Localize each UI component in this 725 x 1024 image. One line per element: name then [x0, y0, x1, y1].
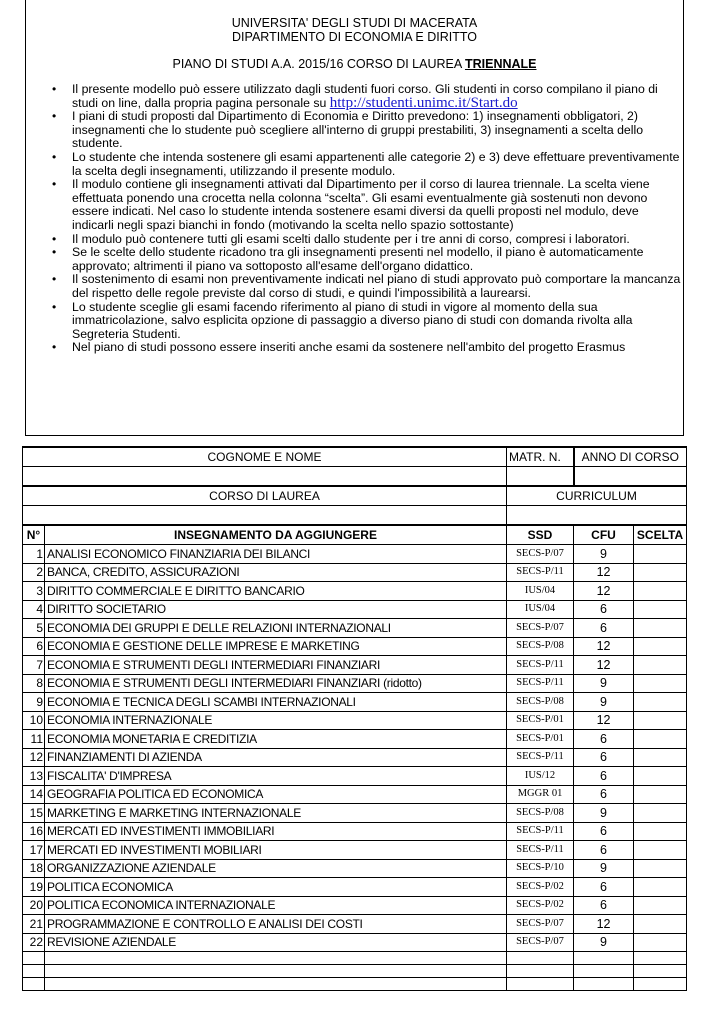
course-cfu: 12	[574, 656, 634, 675]
course-cfu: 12	[574, 915, 634, 934]
university-name: UNIVERSITA' DEGLI STUDI DI MACERATA	[231, 16, 478, 30]
course-ssd: SECS-P/08	[507, 637, 574, 656]
course-name: POLITICA ECONOMICA INTERNAZIONALE	[45, 896, 507, 915]
course-name: MERCATI ED INVESTIMENTI IMMOBILIARI	[45, 822, 507, 841]
table-row	[23, 841, 687, 860]
course-number: 9	[23, 693, 45, 712]
course-ssd: SECS-P/01	[507, 730, 574, 749]
course-number: 13	[23, 767, 45, 786]
instruction-text: Lo studente sceglie gli esami facendo riferimento al piano di studi in vigore al momento della sua immatricolazione, salvo esplicita opzione di passaggio a diverso piano di studi con domanda rivolta alla Segreteria Studenti.	[72, 299, 633, 341]
blank-cell[interactable]	[45, 952, 507, 965]
table-row	[23, 656, 687, 675]
course-number: 21	[23, 915, 45, 934]
course-ssd: SECS-P/11	[507, 563, 574, 582]
table-row	[23, 896, 687, 915]
course-ssd: SECS-P/07	[507, 915, 574, 934]
course-cfu: 6	[574, 878, 634, 897]
bullet-icon: •	[52, 82, 57, 96]
course-number: 17	[23, 841, 45, 860]
blank-cell[interactable]	[45, 978, 507, 991]
instruction-text: I piani di studi proposti dal Dipartimento di Economia e Diritto prevedono: 1) insegnamenti obbligatori, 2) insegnamenti che lo studente può scegliere all'interno di gruppi prestabiliti, 3) insegnamenti a scelta dello studente.	[72, 109, 644, 151]
plan-title	[26, 57, 683, 71]
course-field[interactable]	[23, 506, 507, 526]
course-cfu: 6	[574, 841, 634, 860]
course-cfu: 9	[574, 674, 634, 693]
choice-cell[interactable]	[634, 822, 687, 841]
course-name: ECONOMIA E STRUMENTI DEGLI INTERMEDIARI FINANZIARI	[45, 656, 507, 675]
course-ssd: SECS-P/01	[507, 711, 574, 730]
table-row	[23, 822, 687, 841]
course-number: 5	[23, 619, 45, 638]
course-name: FISCALITA' D'IMPRESA	[45, 767, 507, 786]
course-number: 10	[23, 711, 45, 730]
course-cfu: 6	[574, 767, 634, 786]
course-ssd: SECS-P/07	[507, 619, 574, 638]
course-ssd: MGGR 01	[507, 785, 574, 804]
table-row	[23, 693, 687, 712]
blank-cell[interactable]	[23, 978, 45, 991]
course-cfu: 9	[574, 933, 634, 952]
blank-cell[interactable]	[507, 978, 574, 991]
course-ssd: SECS-P/11	[507, 748, 574, 767]
table-row	[23, 767, 687, 786]
bullet-icon: •	[52, 299, 57, 314]
course-ssd: SECS-P/11	[507, 822, 574, 841]
course-name: ECONOMIA MONETARIA E CREDITIZIA	[45, 730, 507, 749]
table-row	[23, 600, 687, 619]
blank-row[interactable]	[23, 965, 687, 978]
course-cfu: 9	[574, 859, 634, 878]
curriculum-label: CURRICULUM	[507, 486, 687, 506]
course-ssd: SECS-P/08	[507, 804, 574, 823]
course-number: 2	[23, 563, 45, 582]
instruction-item	[50, 341, 682, 355]
choice-cell[interactable]	[634, 582, 687, 601]
choice-cell[interactable]	[634, 785, 687, 804]
table-row	[23, 804, 687, 823]
course-name: DIRITTO SOCIETARIO	[45, 600, 507, 619]
choice-cell[interactable]	[634, 730, 687, 749]
instructions-box	[25, 0, 684, 436]
instruction-item	[50, 233, 682, 247]
course-name: DIRITTO COMMERCIALE E DIRITTO BANCARIO	[45, 582, 507, 601]
course-cfu: 12	[574, 637, 634, 656]
instruction-text: Il modulo contiene gli insegnamenti attivati dal Dipartimento per il corso di laurea triennale. La scelta viene effettuata ponendo una crocetta nella colonna “scelta”. Gli esami eventualmente già sostenuti non devono essere indicati. Nel caso lo studente intenda sostenere esami diversi da quelli proposti nel modulo, deve indicarli negli spazi bianchi in fondo (motivando la scelta nello spazio sottostante)	[72, 177, 650, 232]
instruction-item	[50, 110, 682, 151]
course-name: REVISIONE AZIENDALE	[45, 933, 507, 952]
course-number: 14	[23, 785, 45, 804]
course-cfu: 6	[574, 619, 634, 638]
course-name: PROGRAMMAZIONE E CONTROLLO E ANALISI DEI COSTI	[45, 915, 507, 934]
course-number: 18	[23, 859, 45, 878]
table-row	[23, 915, 687, 934]
bullet-icon: •	[52, 231, 57, 246]
choice-cell[interactable]	[634, 545, 687, 564]
course-ssd: SECS-P/02	[507, 878, 574, 897]
course-ssd: SECS-P/11	[507, 841, 574, 860]
instruction-text: Il modulo può contenere tutti gli esami scelti dallo studente per i tre anni di corso, compresi i laboratori.	[72, 231, 630, 246]
course-name: ECONOMIA DEI GRUPPI E DELLE RELAZIONI INTERNAZIONALI	[45, 619, 507, 638]
instruction-text: Il sostenimento di esami non preventivamente indicati nel piano di studi approvato può comportare la mancanza del rispetto delle regole previste dal corso di studi, e quindi l'impossibilità a laurearsi.	[72, 272, 681, 300]
course-ssd: SECS-P/10	[507, 859, 574, 878]
choice-cell[interactable]	[634, 859, 687, 878]
course-name: FINANZIAMENTI DI AZIENDA	[45, 748, 507, 767]
name-field[interactable]	[23, 467, 507, 487]
course-name: ORGANIZZAZIONE AZIENDALE	[45, 859, 507, 878]
course-cfu: 9	[574, 693, 634, 712]
course-name: ECONOMIA E GESTIONE DELLE IMPRESE E MARKETING	[45, 637, 507, 656]
table-row	[23, 859, 687, 878]
course-cfu: 12	[574, 711, 634, 730]
blank-cell[interactable]	[574, 952, 634, 965]
bullet-icon: •	[52, 109, 57, 124]
course-number: 22	[23, 933, 45, 952]
course-cfu: 6	[574, 730, 634, 749]
course-name: ECONOMIA E STRUMENTI DEGLI INTERMEDIARI FINANZIARI (ridotto)	[45, 674, 507, 693]
choice-cell[interactable]	[634, 637, 687, 656]
blank-cell[interactable]	[574, 965, 634, 978]
course-ssd: SECS-P/08	[507, 693, 574, 712]
blank-cell[interactable]	[634, 952, 687, 965]
choice-cell[interactable]	[634, 804, 687, 823]
choice-cell[interactable]	[634, 656, 687, 675]
course-cfu: 9	[574, 545, 634, 564]
course-name: ECONOMIA E TECNICA DEGLI SCAMBI INTERNAZIONALI	[45, 693, 507, 712]
course-name: POLITICA ECONOMICA	[45, 878, 507, 897]
instruction-item	[50, 273, 682, 300]
table-row	[23, 545, 687, 564]
course-name: MERCATI ED INVESTIMENTI MOBILIARI	[45, 841, 507, 860]
course-ssd: SECS-P/07	[507, 545, 574, 564]
blank-cell[interactable]	[23, 952, 45, 965]
year-field[interactable]	[574, 467, 687, 487]
blank-cell[interactable]	[23, 965, 45, 978]
blank-cell[interactable]	[507, 952, 574, 965]
instruction-item	[50, 246, 682, 273]
blank-row[interactable]	[23, 978, 687, 991]
instruction-text: Lo studente che intenda sostenere gli esami appartenenti alle categorie 2) e 3) deve effettuare preventivamente la scelta degli insegnamenti, utilizzando il presente modulo.	[72, 149, 680, 178]
choice-cell[interactable]	[634, 748, 687, 767]
matr-field[interactable]	[507, 467, 574, 487]
instructions-list	[50, 83, 682, 355]
choice-cell[interactable]	[634, 711, 687, 730]
course-number: 16	[23, 822, 45, 841]
choice-cell[interactable]	[634, 933, 687, 952]
blank-cell[interactable]	[507, 965, 574, 978]
study-plan-table	[22, 446, 687, 991]
course-number: 12	[23, 748, 45, 767]
name-label: COGNOME E NOME	[23, 447, 507, 467]
course-cfu: 9	[574, 804, 634, 823]
col-course-header: INSEGNAMENTO DA AGGIUNGERE	[45, 525, 507, 545]
course-number: 20	[23, 896, 45, 915]
choice-cell[interactable]	[634, 563, 687, 582]
table-row	[23, 711, 687, 730]
course-name: GEOGRAFIA POLITICA ED ECONOMICA	[45, 785, 507, 804]
bullet-icon: •	[52, 245, 57, 260]
bullet-icon: •	[52, 177, 57, 192]
portal-link[interactable]: http://studenti.unimc.it/Start.do	[329, 94, 518, 111]
blank-cell[interactable]	[45, 965, 507, 978]
table-row	[23, 933, 687, 952]
course-cfu: 12	[574, 563, 634, 582]
bullet-icon: •	[52, 272, 57, 287]
instruction-text: Il presente modello può essere utilizzato dagli studenti fuori corso. Gli studenti in corso compilano il piano di studi on line, dalla propria pagina personale su	[72, 82, 658, 110]
table-row	[23, 619, 687, 638]
course-cfu: 6	[574, 600, 634, 619]
course-name: ANALISI ECONOMICO FINANZIARIA DEI BILANCI	[45, 545, 507, 564]
course-ssd: IUS/12	[507, 767, 574, 786]
course-cfu: 6	[574, 822, 634, 841]
course-ssd: SECS-P/02	[507, 896, 574, 915]
table-row	[23, 674, 687, 693]
choice-cell[interactable]	[634, 915, 687, 934]
col-choice-header: SCELTA	[634, 525, 687, 545]
course-name: MARKETING E MARKETING INTERNAZIONALE	[45, 804, 507, 823]
course-cfu: 6	[574, 785, 634, 804]
blank-cell[interactable]	[574, 978, 634, 991]
blank-cell[interactable]	[634, 978, 687, 991]
blank-cell[interactable]	[634, 965, 687, 978]
course-name: BANCA, CREDITO, ASSICURAZIONI	[45, 563, 507, 582]
instruction-item	[50, 178, 682, 232]
curriculum-field[interactable]	[507, 506, 687, 526]
col-num-header: N°	[23, 525, 45, 545]
choice-cell[interactable]	[634, 619, 687, 638]
course-ssd: SECS-P/11	[507, 656, 574, 675]
choice-cell[interactable]	[634, 674, 687, 693]
plan-title-prefix: PIANO DI STUDI A.A. 2015/16 CORSO DI LAUREA	[172, 57, 465, 71]
instruction-item	[50, 301, 682, 342]
course-name: ECONOMIA INTERNAZIONALE	[45, 711, 507, 730]
blank-row[interactable]	[23, 952, 687, 965]
col-ssd-header: SSD	[507, 525, 574, 545]
table-row	[23, 785, 687, 804]
table-row	[23, 730, 687, 749]
bullet-icon: •	[52, 340, 57, 355]
table-row	[23, 878, 687, 897]
year-label: ANNO DI CORSO	[574, 447, 687, 467]
course-ssd: SECS-P/11	[507, 674, 574, 693]
course-number: 11	[23, 730, 45, 749]
course-number: 15	[23, 804, 45, 823]
instruction-text: Nel piano di studi possono essere inseriti anche esami da sostenere nell'ambito del progetto Erasmus	[72, 340, 626, 355]
bullet-icon: •	[52, 149, 57, 164]
course-number: 19	[23, 878, 45, 897]
department-name: DIPARTIMENTO DI ECONOMIA E DIRITTO	[232, 30, 477, 44]
matr-label: MATR. N.	[507, 447, 574, 467]
course-number: 6	[23, 637, 45, 656]
choice-cell[interactable]	[634, 693, 687, 712]
table-row	[23, 748, 687, 767]
choice-cell[interactable]	[634, 878, 687, 897]
choice-cell[interactable]	[634, 600, 687, 619]
course-ssd: SECS-P/07	[507, 933, 574, 952]
course-label: CORSO DI LAUREA	[23, 486, 507, 506]
course-ssd: IUS/04	[507, 582, 574, 601]
table-row	[23, 637, 687, 656]
course-number: 1	[23, 545, 45, 564]
instruction-item	[50, 83, 682, 110]
col-cfu-header: CFU	[574, 525, 634, 545]
choice-cell[interactable]	[634, 841, 687, 860]
choice-cell[interactable]	[634, 896, 687, 915]
instruction-item	[50, 151, 682, 178]
choice-cell[interactable]	[634, 767, 687, 786]
instruction-text: Se le scelte dello studente ricadono tra gli insegnamenti presenti nel modello, il piano è automaticamente approvato; altrimenti il piano va sottoposto all'esame dell'organo didattico.	[72, 245, 644, 273]
table-row	[23, 563, 687, 582]
course-number: 8	[23, 674, 45, 693]
course-cfu: 12	[574, 582, 634, 601]
course-ssd: IUS/04	[507, 600, 574, 619]
table-row	[23, 582, 687, 601]
course-cfu: 6	[574, 748, 634, 767]
course-number: 4	[23, 600, 45, 619]
course-number: 3	[23, 582, 45, 601]
course-cfu: 6	[574, 896, 634, 915]
plan-title-degree: TRIENNALE	[464, 57, 537, 71]
course-number: 7	[23, 656, 45, 675]
